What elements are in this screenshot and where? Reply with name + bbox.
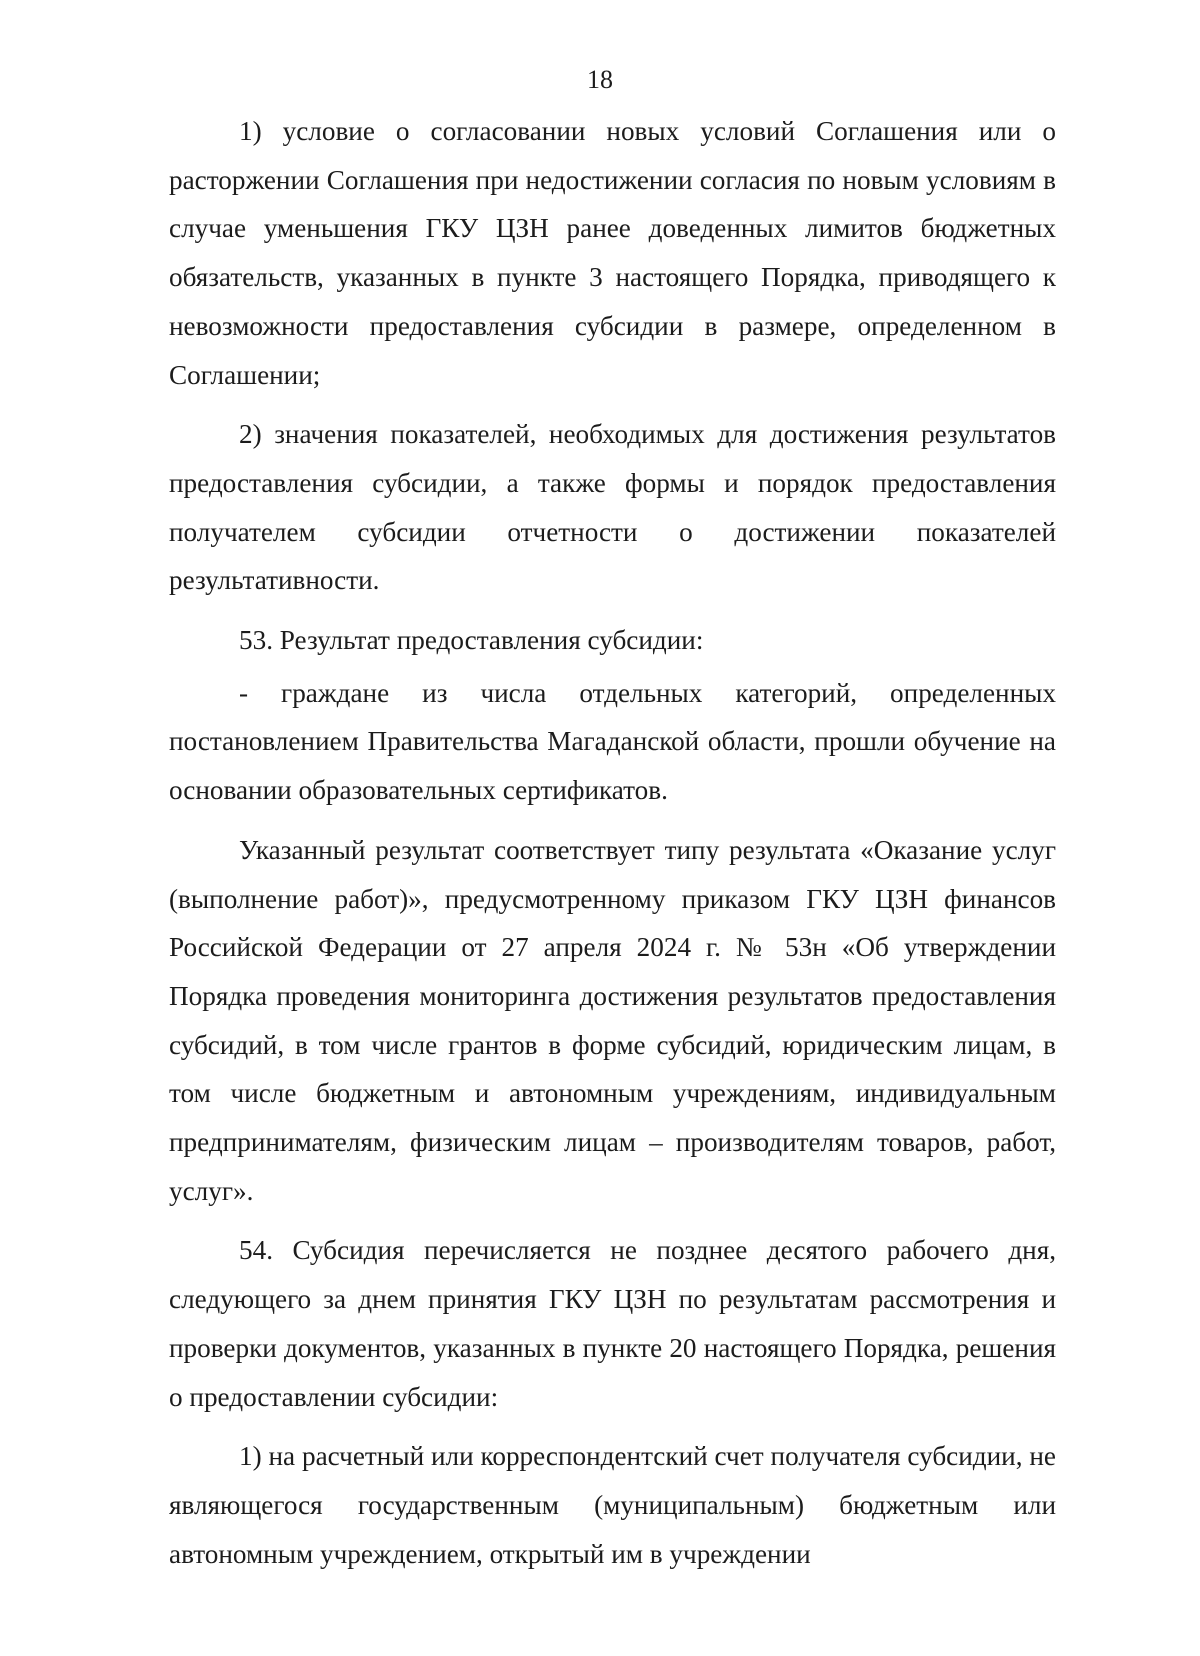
paragraph-condition-agreement: 1) условие о согласовании новых условий Соглашения или о расторжении Соглашения при недостижении согласия по новым условиям в случае уменьшения ГКУ ЦЗН ранее доведенных лимитов бюджетных обязательств, указанных в пункте 3 настоящего Порядка, приводящего к невозможности предоставления субсидии в размере, определенном в Соглашении;: [169, 116, 1056, 390]
paragraph-53-heading: 53. Результат предоставления субсидии:: [239, 625, 704, 656]
paragraph-result-type: Указанный результат соответствует типу результата «Оказание услуг (выполнение работ)», предусмотренному приказом ГКУ ЦЗН финансов Российской Федерации от 27 апреля 2024 г. № 53н «Об утверждении Порядка проведения мониторинга достижения результатов предоставления субсидий, в том числе грантов в форме субсидий, юридическим лицам, в том числе бюджетным и автономным учреждениям, индивидуальным предпринимателям, физическим лицам – производителям товаров, работ, услуг».: [169, 834, 1056, 1206]
page-number: 18: [587, 65, 613, 94]
paragraph-53-result-item: - граждане из числа отдельных категорий, определенных постановлением Правительства Магаданской области, прошли обучение на основании образовательных сертификатов.: [169, 677, 1056, 806]
document-body: [169, 107, 1056, 1578]
paragraph-54-item-1: 1) на расчетный или корреспондентский счет получателя субсидии, не являющегося государственным (муниципальным) бюджетным или автономным учреждением, открытый им в учреждении: [169, 1441, 1056, 1569]
paragraph-indicator-values: 2) значения показателей, необходимых для достижения результатов предоставления субсидии, а также формы и порядок предоставления получателем субсидии отчетности о достижении показателей результативности.: [169, 419, 1056, 596]
paragraph-54-transfer: 54. Субсидия перечисляется не позднее десятого рабочего дня, следующего за днем принятия ГКУ ЦЗН по результатам рассмотрения и проверки документов, указанных в пункте 20 настоящего Порядка, решения о предоставлении субсидии:: [169, 1235, 1056, 1412]
